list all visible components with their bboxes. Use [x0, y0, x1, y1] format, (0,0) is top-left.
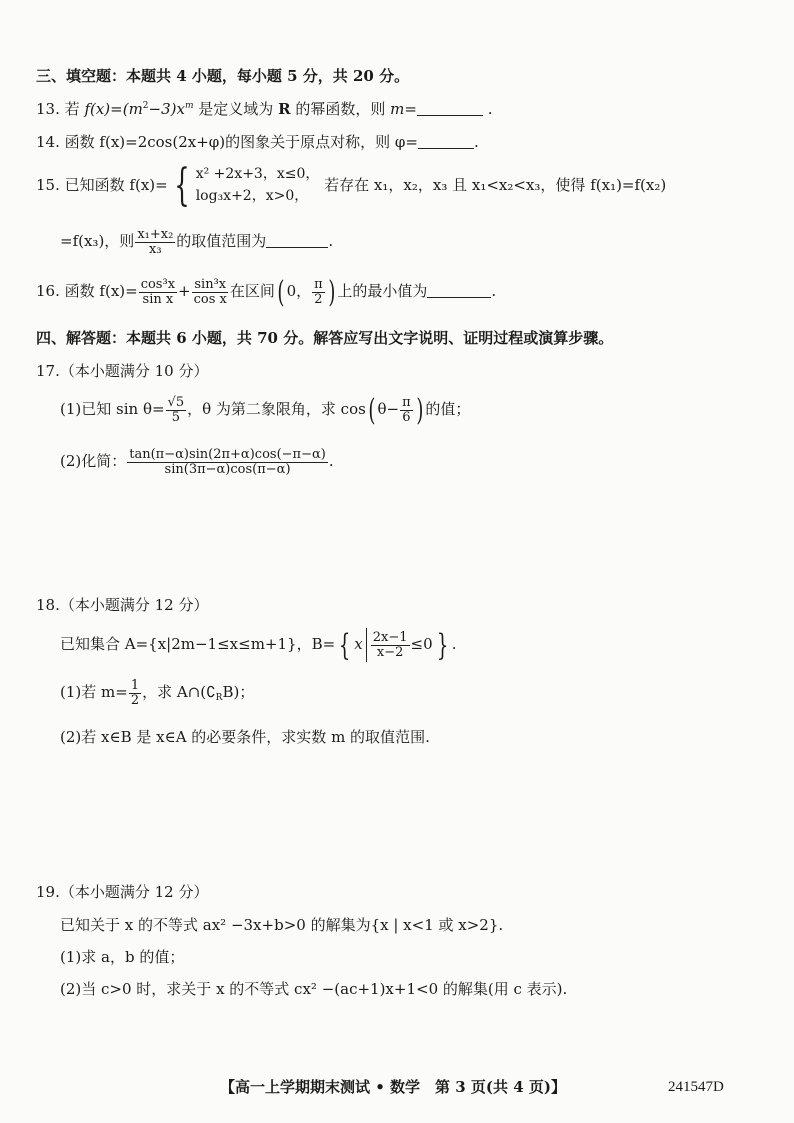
- q15-brace: {: [174, 160, 190, 211]
- q16-int-a: 0，: [286, 282, 312, 301]
- q18-p1-end: B)；: [222, 683, 255, 702]
- q17-p1-close: ): [416, 393, 424, 429]
- q18-line1: [60, 628, 457, 662]
- q13-post: 是定义域为: [193, 100, 274, 118]
- q13-mid: −3)x: [148, 100, 185, 118]
- q16-pre: 函数 f(x)=: [64, 282, 138, 301]
- q18-vbar: [366, 628, 367, 662]
- q18-l1-frac: [371, 631, 410, 659]
- q17-p1-inner-den: 6: [402, 409, 411, 425]
- q13-pre: 若: [64, 100, 80, 118]
- q18-brace-open: {: [338, 628, 351, 663]
- q18-p1-num: 1: [130, 678, 140, 693]
- q16-int-open: (: [277, 275, 285, 311]
- q17-p1-frac: [166, 396, 187, 424]
- q17-p1-den: 5: [171, 409, 180, 425]
- q13-R: R: [278, 100, 291, 118]
- q15-line2-pre: =f(x₃)，则: [60, 232, 135, 251]
- q18-l1-x: x: [354, 635, 363, 653]
- q18-l1-num: 2x−1: [372, 629, 408, 645]
- q18-p1-sub: R: [215, 693, 223, 704]
- q15-cases: [196, 164, 320, 207]
- q13-number: 13.: [36, 100, 60, 118]
- q14-end: .: [473, 133, 479, 151]
- q14-number: 14.: [36, 133, 60, 151]
- q14-text: 函数 f(x)=2cos(2x+φ)的图象关于原点对称，则 φ=: [64, 133, 418, 151]
- q16-post: 上的最小值为: [337, 282, 428, 301]
- q16-int-close: ): [328, 275, 336, 311]
- q18-l1-le: ≤0: [410, 635, 433, 653]
- q13-exp2: 2: [142, 101, 149, 111]
- q13-expm: m: [184, 101, 194, 111]
- question-15-line2: [60, 228, 333, 256]
- q15-post: 若存在 x₁，x₂，x₃ 且 x₁<x₂<x₃，使得 f(x₁)=f(x₂): [324, 176, 667, 194]
- q16-f1-den: sin x: [142, 291, 174, 307]
- q18-p1-den: 2: [130, 692, 140, 708]
- q16-frac1: [139, 278, 177, 306]
- q16-int-frac: [312, 278, 325, 306]
- section3-heading: 三、填空题：本题共 4 小题，每小题 5 分，共 20 分。: [36, 67, 410, 85]
- q15-fraction: [135, 228, 175, 256]
- q15-pre: 已知函数 f(x)=: [64, 176, 168, 194]
- q18-p1-frac: [129, 679, 141, 707]
- footer-code: 241547D: [668, 1079, 724, 1095]
- q16-f2-den: cos x: [193, 291, 227, 307]
- q17-p1-open: (: [368, 393, 376, 429]
- q15-frac-num: x₁+x₂: [137, 227, 174, 242]
- q17-p2-end: .: [328, 452, 334, 471]
- q19-part2: (2)当 c>0 时，求关于 x 的不等式 cx² −(ac+1)x+1<0 的解集(用 c 表示).: [60, 980, 568, 998]
- q17-p1-post: 的值；: [425, 400, 471, 419]
- q16-answer-blank[interactable]: [427, 283, 491, 298]
- q17-part2: [60, 448, 334, 476]
- footer-title: 【高一上学期期末测试 • 数学 第 3 页(共 4 页)】: [220, 1078, 566, 1096]
- q18-l1-pre: 已知集合 A={x|2m−1≤x≤m+1}，B=: [60, 635, 336, 653]
- q15-line2-post: 的取值范围为: [176, 232, 267, 251]
- q17-heading: 17.（本小题满分 10 分）: [36, 362, 209, 380]
- q13-var: m: [390, 100, 405, 118]
- q17-p1-inner-frac: [400, 396, 413, 424]
- q15-number: 15.: [36, 176, 60, 194]
- q13-end: .: [487, 100, 493, 118]
- q18-part1: [60, 679, 254, 707]
- q18-heading: 18.（本小题满分 12 分）: [36, 596, 209, 614]
- q19-line1: 已知关于 x 的不等式 ax² −3x+b>0 的解集为{x | x<1 或 x>2}.: [60, 916, 504, 934]
- q17-part1: [60, 393, 471, 429]
- q18-l1-end: .: [451, 635, 457, 653]
- q16-int-num: π: [314, 277, 323, 292]
- q17-p1-mid: ，θ 为第二象限角，求 cos: [187, 400, 366, 419]
- q16-number: 16.: [36, 282, 60, 301]
- q13-eq: =: [404, 100, 417, 118]
- question-16: [36, 275, 497, 311]
- q18-p1-post: ，求 A∩(∁: [142, 683, 216, 702]
- q18-p1-pre: (1)若 m=: [60, 683, 128, 702]
- q17-p2-pre: (2)化简：: [60, 452, 127, 471]
- q13-answer-blank[interactable]: [417, 101, 483, 116]
- q18-part2: (2)若 x∈B 是 x∈A 的必要条件，求实数 m 的取值范围.: [60, 728, 430, 746]
- q16-end: .: [491, 282, 497, 301]
- section4-heading: 四、解答题：本题共 6 小题，共 70 分。解答应写出文字说明、证明过程或演算步骤。: [36, 329, 614, 347]
- q19-heading: 19.（本小题满分 12 分）: [36, 883, 209, 901]
- q19-part1: (1)求 a，b 的值；: [60, 948, 185, 966]
- q17-p1-inner-pre: θ−: [377, 400, 400, 419]
- q18-brace-close: }: [436, 628, 448, 663]
- q14-answer-blank[interactable]: [418, 134, 474, 149]
- q13-post2: 的幂函数，则: [290, 100, 391, 118]
- question-15: [36, 160, 667, 214]
- q16-plus: +: [178, 282, 191, 301]
- q15-answer-blank[interactable]: [266, 233, 328, 248]
- q16-int-den: 2: [314, 291, 323, 307]
- q17-p2-frac: [127, 448, 328, 476]
- q17-p1-pre: (1)已知 sin θ=: [60, 400, 165, 419]
- q17-p1-num: √5: [167, 395, 185, 410]
- q16-f2-num: sin³x: [194, 277, 227, 292]
- question-14: [36, 133, 479, 151]
- q18-l1-den: x−2: [376, 644, 404, 660]
- q16-mid: 在区间: [229, 282, 275, 301]
- q15-end: .: [328, 232, 334, 251]
- q17-p2-den: sin(3π−α)cos(π−α): [164, 461, 291, 477]
- q17-p2-num: tan(π−α)sin(2π+α)cos(−π−α): [129, 447, 326, 462]
- q16-f1-num: cos³x: [140, 277, 176, 292]
- q15-case2: log₃x+2，x>0，: [195, 188, 309, 204]
- question-13: [36, 100, 492, 118]
- q13-expr: f(x)=(m: [84, 100, 143, 118]
- q17-p1-inner-num: π: [402, 395, 411, 410]
- q16-frac2: [192, 278, 229, 306]
- q15-case1: x² +2x+3，x≤0，: [195, 166, 320, 183]
- q15-frac-den: x₃: [149, 241, 162, 257]
